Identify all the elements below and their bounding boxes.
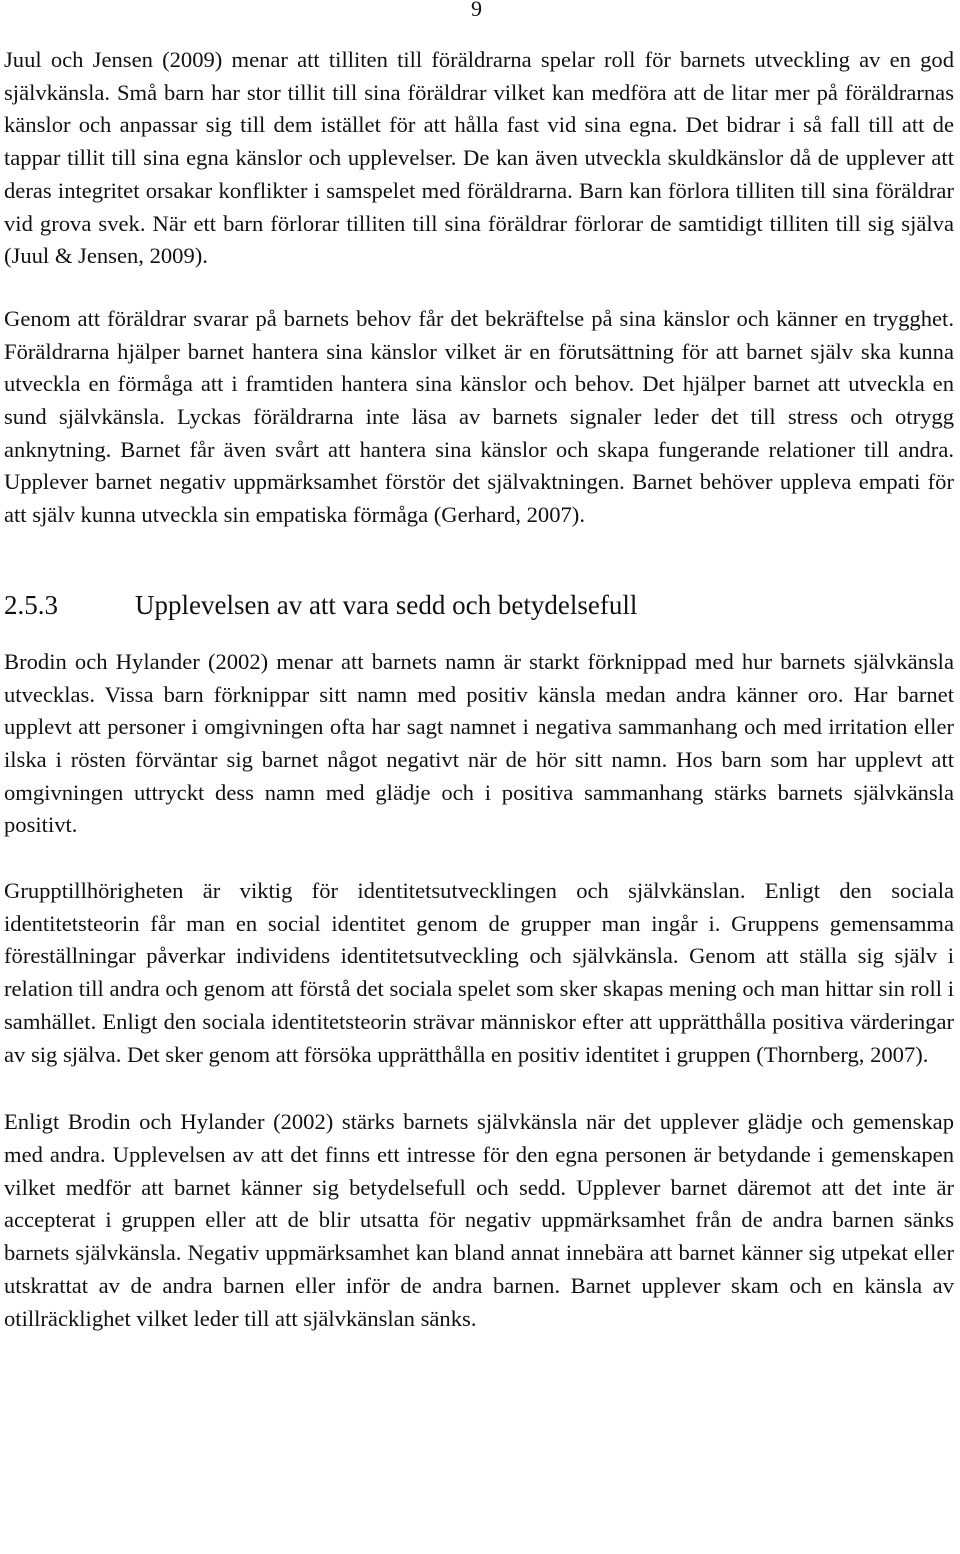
document-body bbox=[4, 44, 954, 1335]
section-heading bbox=[4, 588, 954, 622]
paragraph-parent-response: Genom att föräldrar svarar på barnets behov får det bekräftelse på sina känslor och känner en trygghet. Föräldrarna hjälper barnet hantera sina känslor vilket är en förutsättning för att barnet själv ska kunna utveckla en förmåga att i framtiden hantera sina känslor och behov. Det hjälper barnet att utveckla en sund självkänsla. Lyckas föräldrarna inte läsa av barnets signaler leder det till stress och otrygg anknytning. Barnet får även svårt att hantera sina känslor och skapa fungerande relationer till andra. Upplever barnet negativ uppmärksamhet förstör det självaktningen. Barnet behöver uppleva empati för att själv kunna utveckla sin empatiska förmåga (Gerhard, 2007). bbox=[4, 305, 954, 528]
section-number: 2.5.3 bbox=[4, 589, 58, 620]
paragraph-community: Enligt Brodin och Hylander (2002) stärks barnets självkänsla när det upplever glädje och gemenskap med andra. Upplevelsen av att det finns ett intresse för den egna personen är betydande i gemenskapen vilket medför att barnet känner sig betydelsefull och sedd. Upplever barnet däremot att det inte är accepterat i gruppen eller att de blir utsatta för negativ uppmärksamhet från de andra barnen sänks barnets självkänsla. Negativ uppmärksamhet kan bland annat innebära att barnet känner sig utpekat eller utskrattat av de andra barnen eller inför de andra barnen. Barnet upplever skam och en känsla av otillräcklighet vilket leder till att självkänslan sänks. bbox=[4, 1109, 954, 1331]
paragraph-group-belonging: Grupptillhörigheten är viktig för identitetsutvecklingen och självkänslan. Enligt den sociala identitetsteorin får man en social identitet genom de grupper man ingår i. Gruppens gemensamma föreställningar påverkar individens identitetsutveckling och självkänsla. Genom att ställa sig själv i relation till andra och genom att förstå det sociala spelet som sker skapas mening och man hittar sin roll i samhället. Enligt den sociala identitetsteorin strävar människor efter att upprätthålla positiva värderingar av sig själva. Det sker genom att försöka upprätthålla en positiv identitet i gruppen (Thornberg, 2007). bbox=[4, 878, 954, 1067]
paragraph-trust-parents: Juul och Jensen (2009) menar att tilliten till föräldrarna spelar roll för barnets utveckling av en god självkänsla. Små barn har stor tillit till sina föräldrar vilket kan medföra att de litar mer på föräldrarnas känslor och anpassar sig till dem istället för att hålla fast vid sina egna. Det bidrar i så fall till att de tappar tillit till sina egna känslor och upplevelser. De kan även utveckla skuldkänslor då de upplever att deras integritet orsakar konflikter i samspelet med föräldrarna. Barn kan förlora tilliten till sina föräldrar vid grova svek. När ett barn förlorar tilliten till sina föräldrar förlorar de samtidigt tilliten till sig själva (Juul & Jensen, 2009). bbox=[4, 47, 954, 269]
section-title: Upplevelsen av att vara sedd och betydelsefull bbox=[135, 589, 638, 620]
page-number: 9 bbox=[471, 0, 482, 21]
paragraph-name-association: Brodin och Hylander (2002) menar att barnets namn är starkt förknippad med hur barnets självkänsla utvecklas. Vissa barn förknippar sitt namn med positiv känsla medan andra känner oro. Har barnet upplevt att personer i omgivningen ofta har sagt namnet i negativa sammanhang och med irritation eller ilska i rösten förväntar sig barnet något negativt när de hör sitt namn. Hos barn som har upplevt att omgivningen uttryckt dess namn med glädje och i positiva sammanhang stärks barnets självkänsla positivt. bbox=[4, 648, 954, 838]
